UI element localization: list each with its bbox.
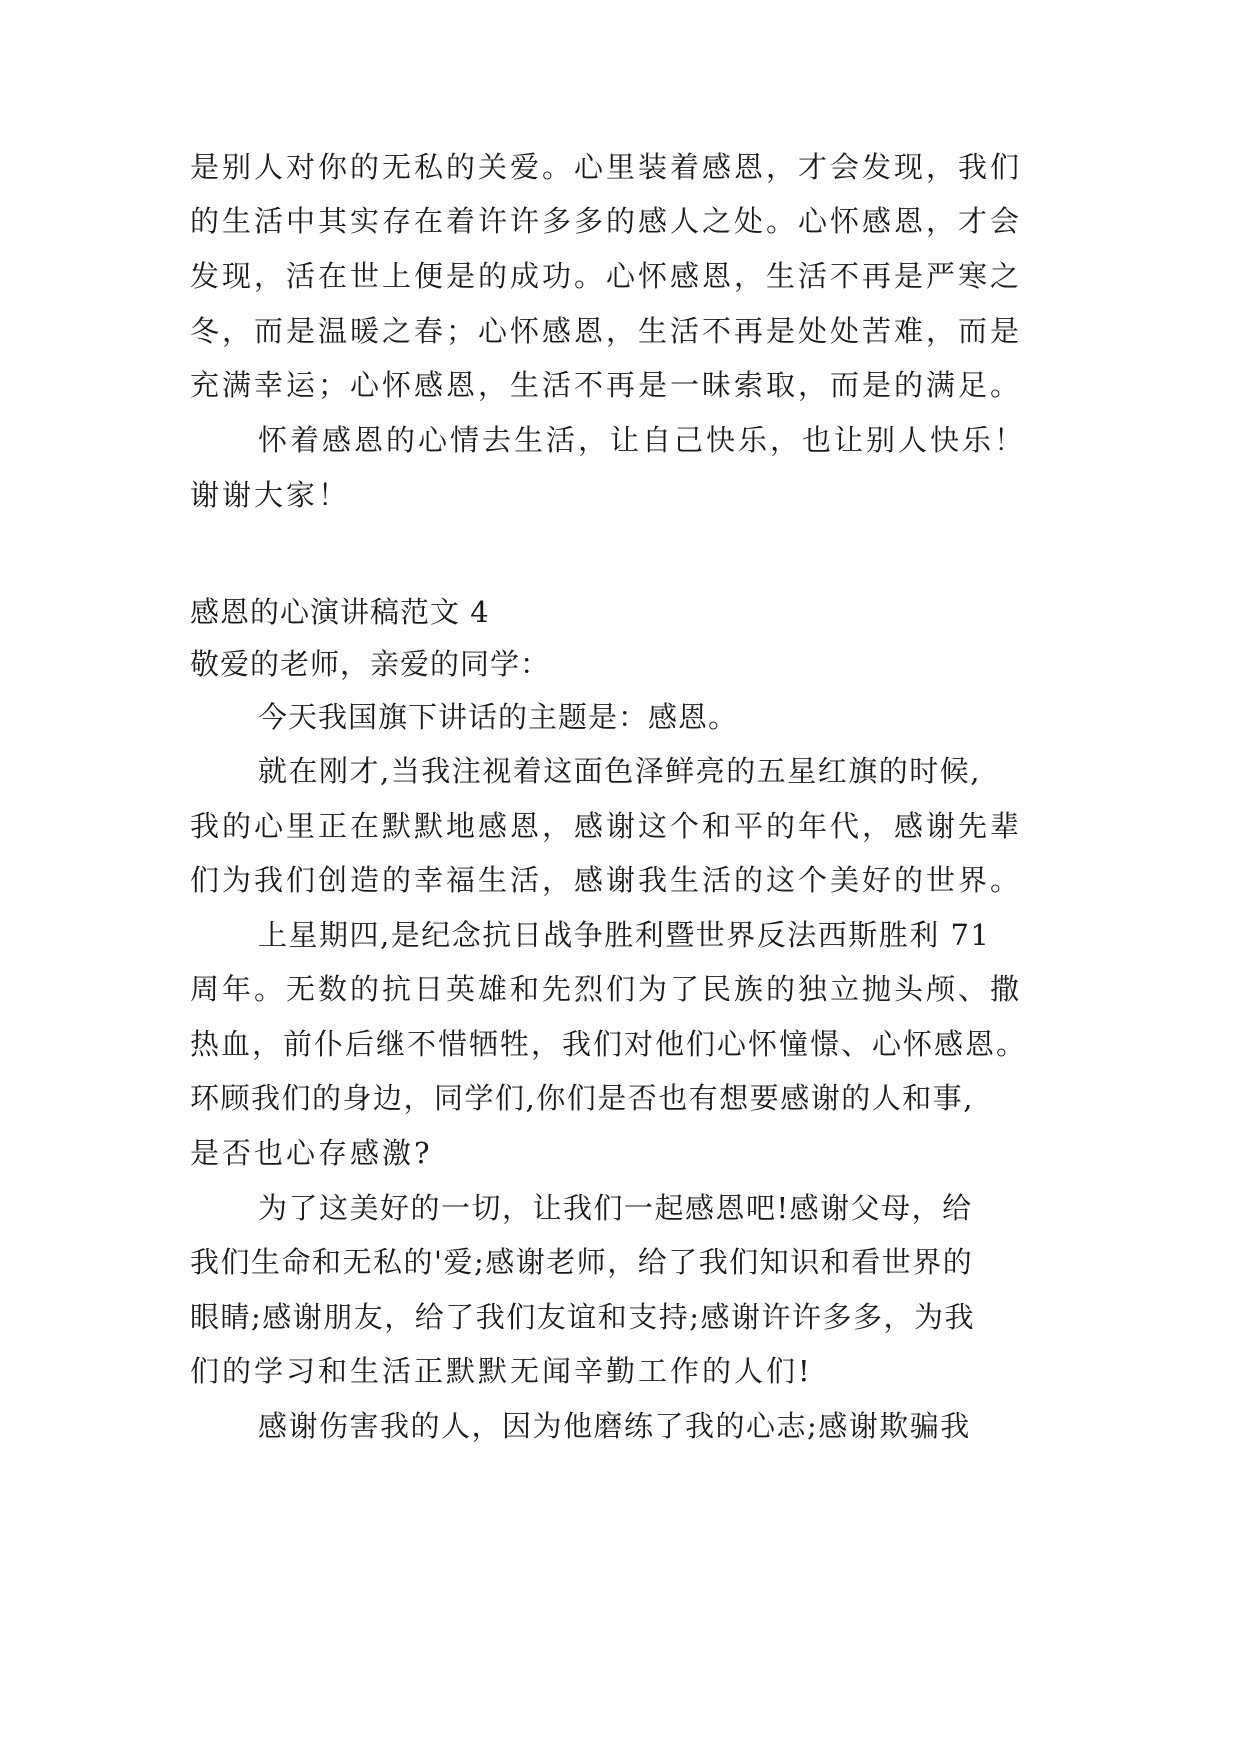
text-line: 们为我们创造的幸福生活，感谢我生活的这个美好的世界。 — [190, 863, 1023, 897]
text-line: 环顾我们的身边，同学们,你们是否也有想要感谢的人和事, — [190, 1081, 974, 1115]
text-line: 上星期四,是纪念抗日战争胜利暨世界反法西斯胜利 71 — [258, 918, 991, 952]
text-line: 我的心里正在默默地感恩，感谢这个和平的年代，感谢先辈 — [190, 809, 1023, 843]
text-line: 我们生命和无私的'爱;感谢老师，给了我们知识和看世界的 — [190, 1245, 974, 1279]
text-line: 谢谢大家！ — [190, 478, 351, 512]
text-line: 是否也心存感激? — [190, 1136, 433, 1170]
text-line: 充满幸运；心怀感恩，生活不再是一昧索取，而是的满足。 — [190, 368, 1023, 402]
text-line: 今天我国旗下讲话的主题是：感恩。 — [258, 700, 739, 734]
text-line: 感谢伤害我的人，因为他磨练了我的心志;感谢欺骗我 — [258, 1409, 971, 1443]
salutation: 敬爱的老师，亲爱的同学： — [190, 647, 551, 681]
text-line: 是别人对你的无私的关爱。心里装着感恩，才会发现，我们 — [190, 150, 1023, 184]
text-line: 怀着感恩的心情去生活，让自己快乐，也让别人快乐！ — [258, 423, 1027, 457]
text-line: 为了这美好的一切，让我们一起感恩吧!感谢父母，给 — [258, 1191, 973, 1225]
text-line: 周年。无数的抗日英雄和先烈们为了民族的独立抛头颅、撒 — [190, 972, 1023, 1006]
text-line: 眼睛;感谢朋友，给了我们友谊和支持;感谢许许多多，为我 — [190, 1300, 976, 1334]
text-line: 就在刚才,当我注视着这面色泽鲜亮的五星红旗的时候, — [258, 754, 981, 788]
text-line: 冬，而是温暖之春；心怀感恩，生活不再是处处苦难，而是 — [190, 314, 1023, 348]
text-line: 的生活中其实存在着许许多多的感人之处。心怀感恩，才会 — [190, 204, 1023, 238]
text-line: 热血，前仆后继不惜牺牲，我们对他们心怀憧憬、心怀感恩。 — [190, 1027, 1028, 1061]
text-line: 发现，活在世上便是的成功。心怀感恩，生活不再是严寒之 — [190, 259, 1023, 293]
text-line: 们的学习和生活正默默无闻辛勤工作的人们! — [190, 1354, 813, 1388]
section-title: 感恩的心演讲稿范文 4 — [190, 595, 490, 629]
